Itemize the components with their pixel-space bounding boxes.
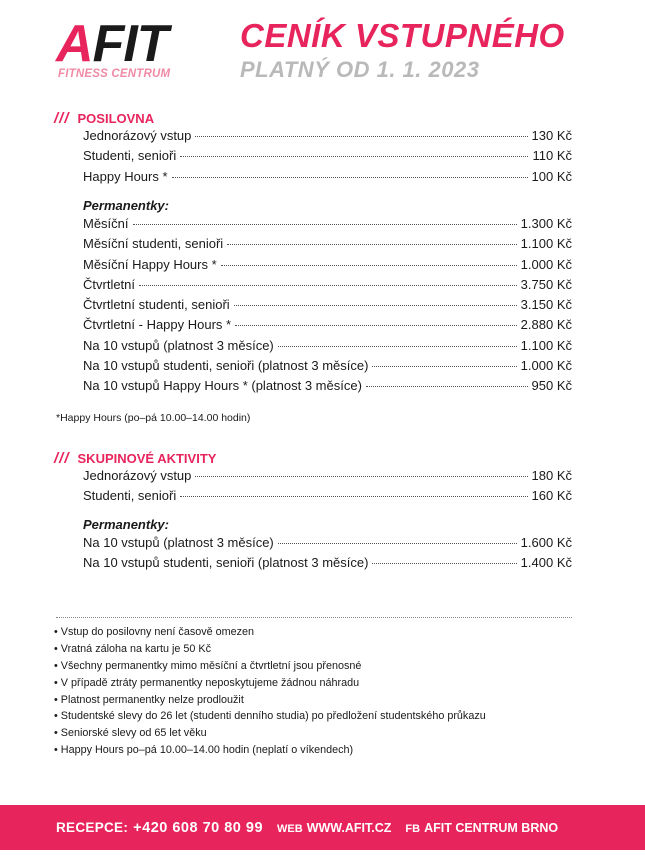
logo-letters-fit: FIT (92, 15, 168, 73)
dot-leader (180, 156, 528, 157)
item-price: 1.600 Kč (520, 535, 572, 550)
item-price: 2.880 Kč (520, 317, 572, 333)
dot-leader (372, 366, 516, 367)
item-name: Čtvrtletní studenti, senioři (83, 297, 230, 313)
skupinove-permanentky-list (83, 515, 572, 576)
item-name: Na 10 vstupů studenti, senioři (platnost 3 měsíce) (83, 358, 369, 374)
price-row (83, 148, 572, 168)
item-price: 1.000 Kč (520, 256, 572, 272)
price-row (83, 378, 572, 398)
note-item: • V případě ztráty permanentky neposkytujeme žádnou náhradu (54, 675, 486, 692)
item-price: 110 Kč (532, 148, 572, 164)
item-price: 130 Kč (531, 128, 572, 143)
price-row (83, 317, 572, 337)
web-link[interactable]: WWW.AFIT.CZ (306, 820, 392, 835)
posilovna-permanentky-list (83, 196, 572, 399)
dot-leader (278, 543, 517, 544)
section-marker: /// (54, 450, 70, 467)
note-item: • Všechny permanentky mimo měsíční a čtvrtletní jsou přenosné (54, 658, 486, 675)
section-title: SKUPINOVÉ AKTIVITY (77, 451, 217, 466)
recepce-phone[interactable]: +420 608 70 80 99 (133, 819, 264, 836)
item-name: Studenti, senioři (83, 148, 177, 164)
posilovna-price-list (83, 128, 572, 189)
section-marker: /// (54, 110, 70, 127)
dot-leader (278, 346, 517, 347)
logo-subtitle: FITNESS CENTRUM (58, 68, 171, 80)
notes-list (54, 624, 486, 759)
dot-leader (227, 244, 516, 245)
item-price: 160 Kč (531, 488, 572, 504)
dot-leader (195, 476, 527, 477)
item-price: 100 Kč (531, 168, 572, 184)
item-name: Studenti, senioři (83, 488, 177, 504)
item-name: Měsíční studenti, senioři (83, 236, 224, 252)
section-heading-skupinove-aktivity (54, 450, 216, 467)
note-item: • Studentské slevy do 26 let (studenti denního studia) po předložení studentského průkazu (54, 708, 486, 725)
item-price: 3.750 Kč (520, 276, 572, 292)
fb-link[interactable]: AFIT CENTRUM BRNO (424, 820, 559, 835)
price-row (83, 535, 572, 555)
fb-label: FB (405, 822, 421, 835)
dot-leader (195, 136, 527, 137)
dot-leader (139, 285, 517, 286)
logo-wordmark (56, 15, 196, 73)
dot-leader (234, 305, 517, 306)
section-heading-posilovna (54, 110, 154, 127)
price-row (83, 236, 572, 256)
price-row (83, 297, 572, 317)
skupinove-price-list (83, 468, 572, 509)
dot-leader (133, 224, 517, 225)
item-price: 1.000 Kč (520, 358, 572, 374)
price-row (83, 128, 572, 148)
item-price: 180 Kč (531, 468, 572, 483)
item-price: 1.100 Kč (520, 337, 572, 353)
price-row (83, 358, 572, 378)
price-row (83, 216, 572, 236)
web-label: WEB (277, 822, 303, 835)
price-row (83, 488, 572, 508)
price-row (83, 555, 572, 575)
page-subtitle: PLATNÝ OD 1. 1. 2023 (240, 57, 480, 82)
recepce-label: RECEPCE: (56, 819, 129, 835)
item-name: Na 10 vstupů (platnost 3 měsíce) (83, 337, 274, 353)
price-row (83, 169, 572, 189)
page-title: CENÍK VSTUPNÉHO (240, 17, 565, 54)
note-item: • Vstup do posilovny není časově omezen (54, 624, 486, 641)
permanentky-heading: Permanentky: (83, 517, 169, 532)
note-item: • Vratná záloha na kartu je 50 Kč (54, 641, 486, 658)
item-name: Měsíční (83, 216, 129, 231)
item-price: 1.400 Kč (520, 555, 572, 571)
dotted-separator (56, 617, 572, 618)
item-price: 950 Kč (531, 378, 572, 394)
dot-leader (172, 177, 528, 178)
item-name: Happy Hours * (83, 168, 168, 184)
item-name: Čtvrtletní - Happy Hours * (83, 317, 232, 333)
dot-leader (235, 325, 517, 326)
item-name: Měsíční Happy Hours * (83, 256, 217, 272)
price-row (83, 468, 572, 488)
item-name: Na 10 vstupů Happy Hours * (platnost 3 měsíce) (83, 378, 362, 394)
price-row (83, 338, 572, 358)
item-name: Jednorázový vstup (83, 468, 192, 483)
dot-leader (372, 563, 516, 564)
item-name: Čtvrtletní (83, 276, 136, 292)
item-price: 1.300 Kč (520, 216, 572, 231)
afit-logo (56, 15, 196, 80)
contact-footer (0, 805, 645, 850)
happy-hours-footnote: *Happy Hours (po–pá 10.00–14.00 hodin) (56, 412, 251, 424)
permanentky-heading: Permanentky: (83, 198, 169, 213)
item-price: 3.150 Kč (520, 297, 572, 313)
item-name: Na 10 vstupů studenti, senioři (platnost 3 měsíce) (83, 555, 369, 571)
item-price: 1.100 Kč (520, 236, 572, 252)
price-row (83, 257, 572, 277)
dot-leader (221, 265, 517, 266)
logo-letter-a: A (56, 15, 93, 73)
item-name: Na 10 vstupů (platnost 3 měsíce) (83, 535, 274, 550)
note-item: • Platnost permanentky nelze prodloužit (54, 692, 486, 709)
price-row (83, 277, 572, 297)
section-title: POSILOVNA (77, 111, 155, 126)
note-item: • Seniorské slevy od 65 let věku (54, 725, 486, 742)
dot-leader (366, 386, 528, 387)
dot-leader (180, 496, 527, 497)
item-name: Jednorázový vstup (83, 128, 192, 143)
note-item: • Happy Hours po–pá 10.00–14.00 hodin (neplatí o víkendech) (54, 742, 486, 759)
